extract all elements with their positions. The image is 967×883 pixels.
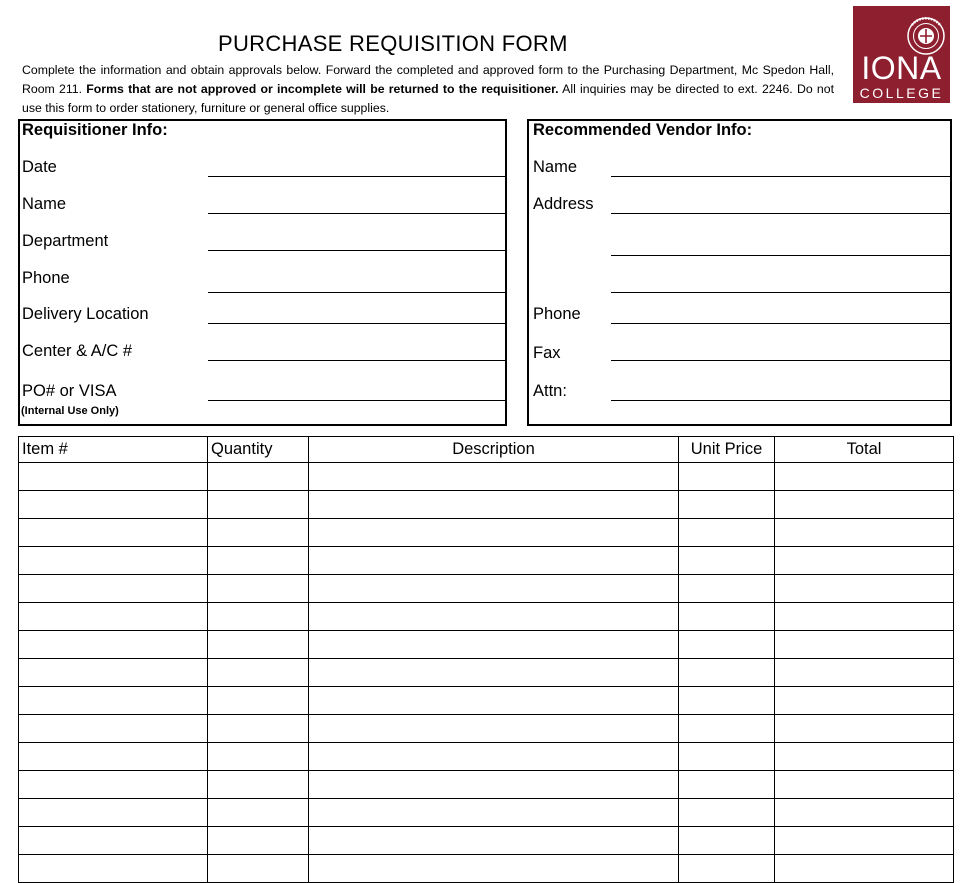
description-cell[interactable] xyxy=(309,799,679,827)
table-row xyxy=(19,743,954,771)
item-number-cell[interactable] xyxy=(19,547,208,575)
description-cell[interactable] xyxy=(309,771,679,799)
quantity-cell[interactable] xyxy=(208,659,309,687)
quantity-cell[interactable] xyxy=(208,771,309,799)
quantity-cell[interactable] xyxy=(208,799,309,827)
description-cell[interactable] xyxy=(309,827,679,855)
department-field[interactable] xyxy=(208,250,505,251)
item-number-cell[interactable] xyxy=(19,827,208,855)
items-table xyxy=(18,436,954,883)
quantity-cell[interactable] xyxy=(208,519,309,547)
vendor-fax-field[interactable] xyxy=(611,360,950,361)
total-cell[interactable] xyxy=(775,491,954,519)
vendor-address-field-2[interactable] xyxy=(611,255,950,256)
unit-price-cell[interactable] xyxy=(679,519,775,547)
item-number-cell[interactable] xyxy=(19,659,208,687)
item-number-cell[interactable] xyxy=(19,743,208,771)
description-cell[interactable] xyxy=(309,547,679,575)
quantity-cell[interactable] xyxy=(208,687,309,715)
table-row xyxy=(19,547,954,575)
unit-price-cell[interactable] xyxy=(679,715,775,743)
description-cell[interactable] xyxy=(309,603,679,631)
unit-price-header: Unit Price xyxy=(679,437,775,463)
requisitioner-info-box xyxy=(18,119,507,426)
po-visa-field[interactable] xyxy=(208,400,505,401)
items-header-row xyxy=(19,437,954,463)
description-header: Description xyxy=(309,437,679,463)
description-cell[interactable] xyxy=(309,575,679,603)
item-number-cell[interactable] xyxy=(19,575,208,603)
vendor-phone-field[interactable] xyxy=(611,323,950,324)
item-number-cell[interactable] xyxy=(19,715,208,743)
table-row xyxy=(19,771,954,799)
table-row xyxy=(19,519,954,547)
total-cell[interactable] xyxy=(775,855,954,883)
unit-price-cell[interactable] xyxy=(679,631,775,659)
center-account-label: Center & A/C # xyxy=(22,342,133,360)
description-cell[interactable] xyxy=(309,743,679,771)
total-cell[interactable] xyxy=(775,575,954,603)
description-cell[interactable] xyxy=(309,631,679,659)
delivery-location-field[interactable] xyxy=(208,323,505,324)
item-number-cell[interactable] xyxy=(19,799,208,827)
quantity-cell[interactable] xyxy=(208,463,309,491)
table-row xyxy=(19,715,954,743)
table-row xyxy=(19,659,954,687)
item-number-cell[interactable] xyxy=(19,603,208,631)
total-cell[interactable] xyxy=(775,547,954,575)
date-label: Date xyxy=(22,158,57,176)
table-row xyxy=(19,603,954,631)
quantity-cell[interactable] xyxy=(208,631,309,659)
name-field[interactable] xyxy=(208,213,505,214)
vendor-address-label: Address xyxy=(533,195,594,213)
total-cell[interactable] xyxy=(775,827,954,855)
unit-price-cell[interactable] xyxy=(679,547,775,575)
vendor-address-field-3[interactable] xyxy=(611,292,950,293)
unit-price-cell[interactable] xyxy=(679,799,775,827)
total-cell[interactable] xyxy=(775,519,954,547)
unit-price-cell[interactable] xyxy=(679,771,775,799)
delivery-location-label: Delivery Location xyxy=(22,305,149,323)
instructions-warning: Forms that are not approved or incomplete will be returned to the requisitioner. xyxy=(86,81,559,96)
unit-price-cell[interactable] xyxy=(679,743,775,771)
total-cell[interactable] xyxy=(775,463,954,491)
total-cell[interactable] xyxy=(775,687,954,715)
unit-price-cell[interactable] xyxy=(679,491,775,519)
form-title: PURCHASE REQUISITION FORM xyxy=(218,31,568,56)
quantity-cell[interactable] xyxy=(208,715,309,743)
item-number-header: Item # xyxy=(19,437,208,463)
requisitioner-heading: Requisitioner Info: xyxy=(22,121,168,139)
item-number-cell[interactable] xyxy=(19,687,208,715)
table-row xyxy=(19,799,954,827)
phone-label: Phone xyxy=(22,269,70,287)
total-cell[interactable] xyxy=(775,715,954,743)
total-cell[interactable] xyxy=(775,659,954,687)
table-row xyxy=(19,687,954,715)
description-cell[interactable] xyxy=(309,659,679,687)
description-cell[interactable] xyxy=(309,687,679,715)
quantity-cell[interactable] xyxy=(208,827,309,855)
date-field[interactable] xyxy=(208,176,505,177)
quantity-cell[interactable] xyxy=(208,743,309,771)
table-row xyxy=(19,855,954,883)
unit-price-cell[interactable] xyxy=(679,827,775,855)
item-number-cell[interactable] xyxy=(19,855,208,883)
internal-use-note: (Internal Use Only) xyxy=(21,405,119,417)
description-cell[interactable] xyxy=(309,715,679,743)
vendor-name-field[interactable] xyxy=(611,176,950,177)
logo-line-iona: IONA xyxy=(861,50,942,86)
description-cell[interactable] xyxy=(309,463,679,491)
quantity-cell[interactable] xyxy=(208,575,309,603)
name-label: Name xyxy=(22,195,67,213)
total-header: Total xyxy=(775,437,954,463)
instructions-text xyxy=(22,61,834,117)
instructions-part-2: All inquiries may be directed to ext. 2246. Do not use this form to order stationery, furniture or general office supplies. xyxy=(22,81,834,115)
item-number-cell[interactable] xyxy=(19,771,208,799)
table-row xyxy=(19,463,954,491)
total-cell[interactable] xyxy=(775,771,954,799)
table-row xyxy=(19,575,954,603)
unit-price-cell[interactable] xyxy=(679,855,775,883)
quantity-cell[interactable] xyxy=(208,547,309,575)
phone-field[interactable] xyxy=(208,292,505,293)
total-cell[interactable] xyxy=(775,799,954,827)
unit-price-cell[interactable] xyxy=(679,687,775,715)
unit-price-cell[interactable] xyxy=(679,659,775,687)
vendor-name-label: Name xyxy=(533,158,578,176)
unit-price-cell[interactable] xyxy=(679,575,775,603)
vendor-phone-label: Phone xyxy=(533,305,581,323)
center-account-field[interactable] xyxy=(208,360,505,361)
total-cell[interactable] xyxy=(775,743,954,771)
table-row xyxy=(19,491,954,519)
iona-college-logo xyxy=(853,6,950,103)
unit-price-cell[interactable] xyxy=(679,463,775,491)
total-cell[interactable] xyxy=(775,603,954,631)
po-visa-label: PO# or VISA xyxy=(22,382,117,400)
quantity-header: Quantity xyxy=(208,437,309,463)
table-row xyxy=(19,631,954,659)
item-number-cell[interactable] xyxy=(19,519,208,547)
table-row xyxy=(19,827,954,855)
item-number-cell[interactable] xyxy=(19,631,208,659)
logo-line-college: COLLEGE xyxy=(859,85,944,101)
department-label: Department xyxy=(22,232,109,250)
instructions-part-1: Complete the information and obtain approvals below. Forward the completed and approved form to the Purchasing Department, Mc Spedon Hall, Room 211. xyxy=(22,63,834,96)
items-body xyxy=(19,463,954,883)
vendor-attn-field[interactable] xyxy=(611,400,950,401)
vendor-heading: Recommended Vendor Info: xyxy=(533,121,753,139)
quantity-cell[interactable] xyxy=(208,491,309,519)
item-number-cell[interactable] xyxy=(19,463,208,491)
description-cell[interactable] xyxy=(309,519,679,547)
quantity-cell[interactable] xyxy=(208,855,309,883)
unit-price-cell[interactable] xyxy=(679,603,775,631)
description-cell[interactable] xyxy=(309,491,679,519)
item-number-cell[interactable] xyxy=(19,491,208,519)
vendor-info-box xyxy=(527,119,952,426)
vendor-address-field-1[interactable] xyxy=(611,213,950,214)
vendor-fax-label: Fax xyxy=(533,344,561,362)
quantity-cell[interactable] xyxy=(208,603,309,631)
description-cell[interactable] xyxy=(309,855,679,883)
total-cell[interactable] xyxy=(775,631,954,659)
vendor-attn-label: Attn: xyxy=(533,382,567,400)
